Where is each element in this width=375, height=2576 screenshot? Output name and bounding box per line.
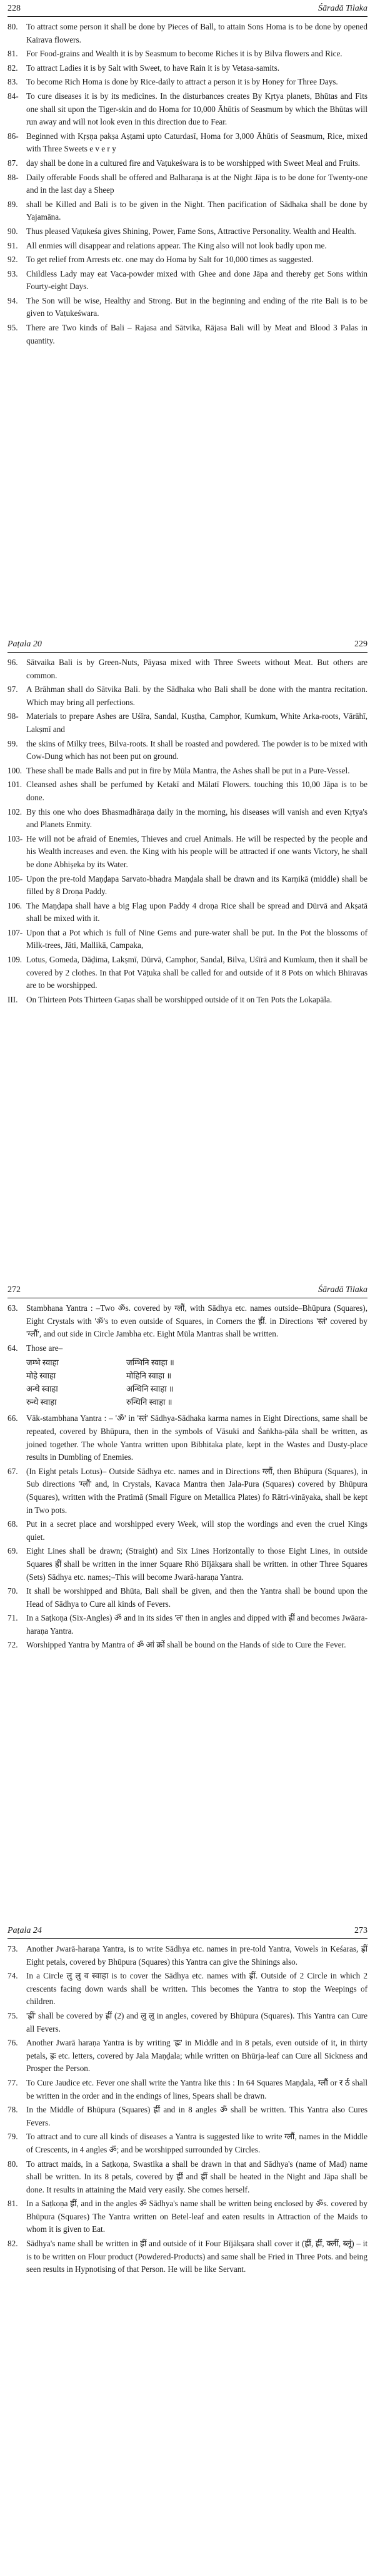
verse-number: 75.: [8, 2010, 18, 2020]
verse-list: [8, 1412, 368, 1652]
verse-number: 95.: [8, 323, 18, 333]
verse-entry: [8, 2131, 368, 2156]
verse-number: 109.: [8, 955, 22, 965]
verse-text: Another Jwarā-haraṇa Yantra, is to write Sādhya etc. names in pre-told Yantra, Vowels in Keśaras, ह्रीं Eight petals, covered by Bhūpura (Squares) this Yantra can give the Shinings also.: [26, 1944, 368, 1967]
book-page-229: [0, 638, 375, 1007]
verse-text: These shall be made Balls and put in fire by Mūla Mantra, the Ashes shall be put in a Pure-Vessel.: [26, 765, 350, 775]
verse-entry: [8, 738, 368, 763]
verse-text: All enmies will disappear and relations appear. The King also will not look badly upon me.: [26, 240, 327, 250]
verse-number: 80.: [8, 2159, 18, 2169]
verse-entry: [8, 873, 368, 899]
verse-number: 100.: [8, 765, 22, 775]
verse-text: (In Eight petals Lotus)– Outside Sādhya etc. names and in Directions ग्लौं, then Bhūpura (Squares), in Sub directions 'ग्लौं' and, in Crystals, Kavaca Mantra then Jala-Pura (Squares) covered by Bhūpura (Squares), written with the Pratimā (Small Figure on Metallica Plates) fo Rātri-vināyaka, shall be kept in Two pots.: [26, 1466, 368, 1515]
verse-number: 68.: [8, 1519, 18, 1529]
verse-number: III.: [8, 994, 18, 1004]
verse-number: 79.: [8, 2132, 18, 2142]
mantra-cell: रुन्धिनि स्वाहा ॥: [126, 1397, 172, 1407]
verse-text: In the Middle of Bhūpura (Squares) ह्रीं and in 8 angles ॐ shall be written. This Yantra also Cures Fevers.: [26, 2105, 368, 2127]
verse-number: 70.: [8, 1586, 18, 1596]
verse-number: 63.: [8, 1303, 18, 1313]
verse-number: 98-: [8, 711, 19, 721]
verse-text: To become Rich Homa is done by Rice-daily to attract a person it is by Honey for Three Days.: [26, 77, 338, 87]
verse-text: By this one who does Bhasmadhāraṇa daily in the morning, his diseases will vanish and even Kṛtya's and Planets Enmity.: [26, 807, 368, 830]
verse-text: In a Saṭkoṇa (Six-Angles) ॐ and in its sides 'ल' then in angles and dipped with ह्रीं and becomes Jwāara-haraṇa Yantra.: [26, 1613, 368, 1636]
verse-number: 83.: [8, 77, 18, 87]
verse-entry: [8, 1585, 368, 1611]
verse-entry: [8, 1943, 368, 1968]
verse-entry: [8, 76, 368, 89]
verse-text: To cure diseases it is by its medicines. In the disturbances creates By Kṛtya planets, Bhūtas and Fits one shall sit upon the Tiger-skin and do Homa for 10,000 Āhūtis of Seasmum by which the Bhūtas will run away and will not look even in this direction due to Fear.: [26, 91, 368, 127]
verse-entry: [8, 225, 368, 238]
verse-list: [8, 21, 368, 347]
verse-entry: [8, 900, 368, 925]
verse-text: A Brāhman shall do Sātvika Bali. by the Sādhaka who Bali shall be done with the mantra recitation. Which may bring all perfections.: [26, 685, 368, 707]
verse-text: Upon that a Pot which is full of Nine Gems and pure-water shall be put. In the Pot the blossoms of Milk-trees, Jāti, Mallikā, Campaka,: [26, 927, 368, 950]
verse-text: Put in a secret place and worshipped every Week, will stop the wordings and even the cruel Kings quiet.: [26, 1519, 368, 1542]
verse-number: 67.: [8, 1466, 18, 1476]
verse-entry: [8, 130, 368, 156]
verse-text: To Cure Jaudice etc. Fever one shall write the Yantra like this : In 64 Squares Maṇḍala, ग्लौं or र र्ठ shall be written in the order and in the endings of lines, Spears shall be drawn.: [26, 2077, 368, 2100]
mantra-row: [26, 1395, 368, 1408]
verse-list: [8, 656, 368, 1006]
verse-text: On Thirteen Pots Thirteen Gaṇas shall be worshipped outside of it on Ten Pots the Lokapāla.: [26, 994, 332, 1004]
verse-text: Lotus, Gomeda, Dāḍima, Lakṣmī, Dūrvā, Camphor, Sandal, Bilva, Uśīrā and Kumkum, then it shall be covered by 2 clothes. In that Pot Vāṭuka shall be called for and outside of it 8 Pots on which Bhiravas are to be worshipped.: [26, 955, 368, 990]
verse-entry: [8, 656, 368, 682]
book-page-273: [0, 1925, 375, 2278]
verse-number: 101.: [8, 780, 22, 790]
page-header: [8, 3, 368, 17]
verse-number: 93.: [8, 268, 18, 278]
verse-entry: [8, 2104, 368, 2129]
verse-number: 88-: [8, 172, 19, 182]
verse-entry: [8, 1639, 368, 1652]
verse-number: 73.: [8, 1944, 18, 1953]
verse-text: To attract some person it shall be done by Pieces of Ball, to attain Sons Homa is to be done by opened Kairava flowers.: [26, 22, 368, 44]
book-page-228: [0, 3, 375, 349]
verse-text: There are Two kinds of Bali – Rajasa and Sātvika, Rājasa Bali will by Meat and Blood 3 Palas in quantity.: [26, 323, 368, 345]
verse-text: Sādhya's name shall be written in ह्रीं and outside of it Four Bījākṣara shall cover it (ह्रीं, ह्रीं, क्लीं, ब्लूं) – it is to be written on Flour product (Powdered-Products) and same shall be Fried in Three Pots. and being seen results in Hypnotising of that Person. He will be like Servant.: [26, 2239, 368, 2274]
verse-number: 81.: [8, 49, 18, 59]
verse-entry: [8, 683, 368, 709]
verse-list: [8, 1943, 368, 2276]
verse-text: He will not be afraid of Enemies, Thieves and cruel Animals. He will be respected by the people and his Wealth increases and even. the King with his people will be attracted if one wants Victory, he shall be done Abhiṣeka by its Water.: [26, 833, 368, 869]
verse-entry: [8, 322, 368, 347]
verse-number: 102.: [8, 807, 22, 817]
verse-text: Upon the pre-told Maṇḍapa Sarvato-bhadra Maṇḍala shall be drawn and its Karṇikā (middle) shall be filled by 8 Droṇa Paddy.: [26, 873, 368, 897]
verse-list: [8, 1302, 368, 1355]
page-number: 228: [8, 4, 21, 13]
verse-text: Materials to prepare Ashes are Uśīra, Sandal, Kuṣṭha, Camphor, Kumkum, White Arka-roots, Vārāhī, Lakṣmī and: [26, 711, 368, 734]
mantra-row: [26, 1369, 368, 1382]
verse-text: To get relief from Arrests etc. one may do Homa by Salt for 10,000 times as suggested.: [26, 255, 314, 265]
verse-entry: [8, 62, 368, 75]
book-page-272: [0, 1284, 375, 1653]
verse-text: Worshipped Yantra by Mantra of ॐ आं क्रों shall be bound on the Hands of side to Cure the Fever.: [26, 1640, 346, 1650]
mantra-cell: जम्भे स्वाहा: [26, 1358, 59, 1368]
verse-text: Daily offerable Foods shall be offered and Balharaṇa is at the Night Jāpa is to be done for Twenty-one and in the last day a Sheep: [26, 172, 368, 195]
verse-number: 105-: [8, 873, 23, 883]
verse-number: 74.: [8, 1971, 18, 1981]
verse-entry: [8, 954, 368, 992]
verse-number: 81.: [8, 2199, 18, 2209]
verse-entry: [8, 240, 368, 253]
verse-entry: [8, 2237, 368, 2276]
verse-number: 80.: [8, 22, 18, 31]
verse-text: It shall be worshipped and Bhūta, Bali shall be given, and then the Yantra shall be bound upon the Head of Sādhya to Cure all kinds of Fevers.: [26, 1586, 368, 1609]
verse-number: 99.: [8, 738, 18, 748]
page-number: 272: [8, 1285, 21, 1295]
verse-entry: [8, 1412, 368, 1464]
verse-text: The Son will be wise, Healthy and Strong. But in the beginning and ending of the rite Bali is to be given to Vaṭukeśwara.: [26, 295, 368, 318]
verse-entry: [8, 1465, 368, 1517]
verse-number: 69.: [8, 1546, 18, 1556]
verse-number: 77.: [8, 2077, 18, 2087]
verse-text: shall be Killed and Bali is to be given in the Night. Then pacification of Sādhaka shall be done by Yajamāna.: [26, 199, 368, 222]
page-header: [8, 1284, 368, 1298]
verse-number: 96.: [8, 658, 18, 667]
verse-number: 72.: [8, 1640, 18, 1650]
mantra-cell: रुन्धे स्वाहा: [26, 1397, 57, 1407]
running-title: Śāradā Tilaka: [318, 1285, 368, 1295]
verse-text: Cleansed ashes shall be perfumed by Ketakī and Mālatī Flowers. touching this 10,00 Jāpa is to be done.: [26, 780, 368, 802]
running-title: Śāradā Tilaka: [318, 4, 368, 13]
verse-entry: [8, 806, 368, 832]
mantra-cell: अन्धे स्वाहा: [26, 1384, 58, 1394]
verse-entry: [8, 2158, 368, 2197]
verse-text: Those are–: [26, 1343, 63, 1353]
verse-entry: [8, 157, 368, 170]
verse-number: 87.: [8, 158, 18, 168]
verse-entry: [8, 710, 368, 736]
verse-text: the skins of Milky trees, Bilva-roots. It shall be roasted and powdered. The powder is to be mixed with Cow-Dung which has not been put on ground.: [26, 738, 368, 761]
mantra-cell: मोहिनि स्वाहा ॥: [126, 1371, 172, 1381]
verse-text: Vāk-stambhana Yantra : – 'ॐ' in 'स्तं' Sādhya-Sādhaka karma names in Eight Directions, same shall be repeated, covered by Bhūpura, then in the symbols of Vāsuki and Śaṅkha-pāla shall be written, as joined together. The whole Yantra written upon Bibhitaka plate, kept in the Wastes and Dusty-place results in Dumbling of Enemies.: [26, 1413, 368, 1462]
verse-entry: [8, 1302, 368, 1341]
verse-number: 107-: [8, 927, 23, 937]
verse-entry: [8, 268, 368, 293]
page-header: [8, 1925, 368, 1939]
verse-entry: [8, 1970, 368, 2008]
verse-text: Childless Lady may eat Vaca-powder mixed with Ghee and done Jāpa and thereby get Sons within Fourty-eight Days.: [26, 268, 368, 292]
verse-number: 78.: [8, 2105, 18, 2115]
verse-text: Eight Lines shall be drawn; (Straight) and Six Lines Horizontally to those Eight Lines, in outside Squares ह्रीं shall be written in the inner Square Rhö Bījākṣara shall be written. in other Three Squares (Sets) Sādhya etc. names;–This will become Jwarā-haraṇa Yantra.: [26, 1546, 368, 1582]
mantra-cell: अन्धिनि स्वाहा ॥: [126, 1384, 174, 1394]
mantra-cell: मोहे स्वाहा: [26, 1371, 56, 1381]
verse-entry: [8, 90, 368, 129]
verse-entry: [8, 765, 368, 778]
verse-entry: [8, 1612, 368, 1637]
running-title: Paṭala 20: [8, 639, 42, 649]
verse-entry: [8, 1342, 368, 1355]
verse-entry: [8, 1545, 368, 1584]
verse-number: 103-: [8, 833, 23, 843]
verse-entry: [8, 927, 368, 952]
verse-number: 86-: [8, 131, 19, 141]
verse-number: 97.: [8, 685, 18, 695]
verse-entry: [8, 48, 368, 61]
verse-text: In a Saṭkoṇa ह्रीं, and in the angles ॐ Sādhya's name shall be written being enclosed by ॐs. covered by Bhūpura (Squares) The Yantra written on Betel-leaf and eaten results in Attraction of the Maids to whom it is given to Eat.: [26, 2199, 368, 2234]
verse-text: To attract and to cure all kinds of diseases a Yantra is suggested like to write ग्लौं, names in the Middle of Crescents, in 4 angles ॐ; and be worshipped surrounded by Circles.: [26, 2132, 368, 2154]
page-header: [8, 638, 368, 653]
verse-text: 'ह्रीं' shall be covered by ह्रीं (2) and लु लु in angles, covered by Bhūpura (Squares). This Yantra can Cure all Fevers.: [26, 2010, 368, 2034]
verse-number: 90.: [8, 226, 18, 236]
mantra-row: [26, 1382, 368, 1395]
verse-entry: [8, 2197, 368, 2236]
mantra-cell: जम्भिनि स्वाहा ॥: [126, 1358, 174, 1368]
verse-number: 94.: [8, 295, 18, 305]
verse-number: 91.: [8, 240, 18, 250]
verse-entry: [8, 253, 368, 267]
verse-entry: [8, 778, 368, 804]
verse-entry: [8, 2010, 368, 2035]
verse-entry: [8, 21, 368, 46]
verse-text: In a Circle लु लु व स्वाहा is to cover the Sādhya etc. names with ह्रीं. Outside of 2 Circle in which 2 crescents facing down wards shall be written. This becomes the Yantra to stop the Weepings of children.: [26, 1971, 368, 2007]
verse-number: 89.: [8, 199, 18, 209]
running-title: Paṭala 24: [8, 1926, 42, 1935]
verse-number: 76.: [8, 2038, 18, 2048]
verse-text: Stambhana Yantra : –Two ॐs. covered by ग्लौं, with Sādhya etc. names outside–Bhūpura (Squares), Eight Crystals with 'ॐ's to even outside of Squares, in Corners the ह्रीं. in Directions 'स्तं' covered by 'ग्लौं', and out side in Circle Jambha etc. Eight Mūla Mantras shall be written.: [26, 1303, 368, 1339]
mantra-row: [26, 1356, 368, 1369]
verse-number: 71.: [8, 1613, 18, 1623]
verse-entry: [8, 1518, 368, 1544]
verse-text: Another Jwarā haraṇa Yantra is by writing 'ह्रः' in Middle and in 8 petals, even outside of it, in thirty petals, ह्रः etc. letters, covered by Jala Maṇḍala; while written on Bhūrja-leaf can Cure all Sickness and Prosper the Person.: [26, 2038, 368, 2074]
verse-number: 82.: [8, 2239, 18, 2249]
verse-entry: [8, 171, 368, 197]
verse-text: To attract Ladies it is by Salt with Sweet, to have Rain it is by Vetasa-samits.: [26, 63, 280, 73]
page-number: 273: [354, 1926, 368, 1935]
verse-number: 82.: [8, 63, 18, 73]
verse-number: 64.: [8, 1343, 18, 1353]
verse-text: day shall be done in a cultured fire and Vaṭukeśwara is to be worshipped with Sweet Meal and Fruits.: [26, 158, 361, 168]
verse-entry: [8, 994, 368, 1007]
verse-text: To attract maids, in a Saṭkoṇa, Swastika a shall be drawn in that and Sādhya's (name of Mad) name shall be written. In its 8 petals, covered by ह्रीं and ह्रीं shall be heated in the Night and Jāpa shall be done. It results in attaining the Maid very easily. She comes herself.: [26, 2159, 368, 2194]
verse-text: Thus pleased Vaṭukeśa gives Shining, Power, Fame Sons, Attractive Personality. Wealth and Health.: [26, 226, 356, 236]
verse-entry: [8, 833, 368, 872]
verse-number: 92.: [8, 255, 18, 265]
verse-entry: [8, 198, 368, 224]
verse-text: Sātvaika Bali is by Green-Nuts, Pāyasa mixed with Three Sweets without Meat. But others are common.: [26, 658, 368, 680]
mantra-table: [26, 1356, 368, 1408]
page-number: 229: [354, 639, 368, 649]
verse-number: 106.: [8, 900, 22, 910]
verse-entry: [8, 295, 368, 320]
verse-text: For Food-grains and Wealth it is by Seasmum to become Riches it is by Bilva flowers and Rice.: [26, 49, 342, 59]
verse-number: 66.: [8, 1413, 18, 1423]
verse-text: The Maṇḍapa shall have a big Flag upon Paddy 4 droṇa Rice shall be spread and Dūrvā and Akṣatā shall be mixed with it.: [26, 900, 368, 924]
verse-entry: [8, 2037, 368, 2075]
verse-entry: [8, 2077, 368, 2102]
verse-text: Beginned with Kṛṣṇa pakṣa Aṣṭami upto Caturdasī, Homa for 3,000 Āhūtis of Seasmum, Rice, mixed with Three Sweets e v e r y: [26, 131, 368, 154]
verse-number: 84-: [8, 91, 19, 101]
